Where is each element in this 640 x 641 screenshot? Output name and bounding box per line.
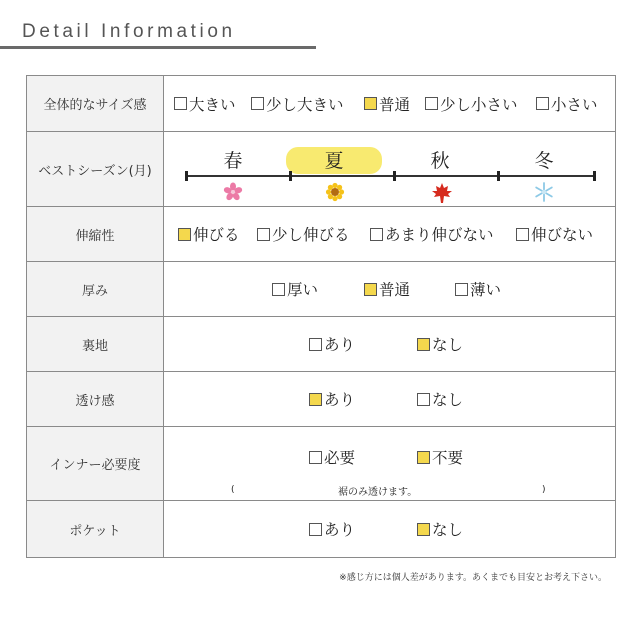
option-ari <box>309 333 355 355</box>
header-title: Detail Information <box>22 21 236 42</box>
sunflower-icon <box>325 182 345 202</box>
season-tick <box>593 171 596 181</box>
option-nashi <box>417 388 463 410</box>
season-winter: 冬 <box>534 150 554 172</box>
checkbox <box>257 228 270 241</box>
checkbox-checked <box>309 393 322 406</box>
row-label: 厚み <box>27 262 164 316</box>
checkbox-checked <box>417 338 430 351</box>
row-label: ベストシーズン(月) <box>27 132 164 206</box>
option-label: あり <box>324 336 356 354</box>
option-label: 少し小さい <box>440 95 518 114</box>
row-thickness <box>27 262 615 317</box>
option-label: 伸びない <box>531 226 594 244</box>
option-nashi <box>417 333 463 355</box>
option-sukoshi-nobiru <box>257 223 350 245</box>
option-label: なし <box>432 336 464 354</box>
header-underline <box>0 46 316 49</box>
checkbox <box>370 228 383 241</box>
row-label: 裏地 <box>27 317 164 371</box>
row-pocket <box>27 501 615 557</box>
option-nobiru <box>178 223 240 245</box>
option-ari <box>309 518 355 540</box>
checkbox-checked <box>364 283 377 296</box>
note-close-paren: ) <box>542 485 546 495</box>
season-tick <box>393 171 396 181</box>
row-label: ポケット <box>27 501 164 557</box>
option-label: 大きい <box>189 95 236 114</box>
checkbox <box>309 338 322 351</box>
detail-table <box>26 75 616 558</box>
season-tick <box>497 171 500 181</box>
row-label: 透け感 <box>27 372 164 426</box>
row-label: 全体的なサイズ感 <box>27 76 164 131</box>
checkbox <box>251 97 264 110</box>
row-label: 伸縮性 <box>27 207 164 261</box>
option-ookii <box>174 93 236 115</box>
option-nashi <box>417 518 463 540</box>
sakura-icon <box>223 182 243 202</box>
row-label: インナー必要度 <box>27 427 164 500</box>
option-chiisai <box>536 93 598 115</box>
season-autumn: 秋 <box>430 150 450 172</box>
footnote: ※感じ方には個人差があります。あくまでも目安とお考え下さい。 <box>339 573 607 583</box>
season-tick <box>185 171 188 181</box>
row-sheerness <box>27 372 615 427</box>
row-overall-size <box>27 76 615 132</box>
option-label: なし <box>432 391 464 409</box>
checkbox <box>455 283 468 296</box>
option-ari <box>309 388 355 410</box>
option-label: 必要 <box>324 449 356 467</box>
row-options <box>164 207 615 261</box>
row-options <box>164 317 615 371</box>
row-options <box>164 76 615 131</box>
season-timeline <box>164 132 615 206</box>
checkbox <box>536 97 549 110</box>
season-spring: 春 <box>223 150 243 172</box>
checkbox-checked <box>417 523 430 536</box>
option-hitsuyou <box>309 446 355 468</box>
row-lining <box>27 317 615 372</box>
checkbox <box>417 393 430 406</box>
option-label: 普通 <box>379 95 411 114</box>
option-nobinai <box>516 223 593 245</box>
option-label: 少し伸びる <box>272 226 350 244</box>
row-options <box>164 501 615 557</box>
row-best-season <box>27 132 615 207</box>
option-atsui <box>272 278 318 300</box>
season-tick <box>289 171 292 181</box>
row-stretch <box>27 207 615 262</box>
option-label: 普通 <box>379 281 411 299</box>
option-usui <box>455 278 501 300</box>
option-fuyou <box>417 446 463 468</box>
season-axis <box>185 175 595 177</box>
row-inner-necessity <box>27 427 615 501</box>
option-label: 小さい <box>551 95 598 114</box>
checkbox-checked <box>364 97 377 110</box>
checkbox <box>425 97 438 110</box>
checkbox <box>174 97 187 110</box>
row-options <box>164 427 615 500</box>
option-label: 不要 <box>432 449 464 467</box>
option-label: 伸びる <box>193 226 240 244</box>
option-label: あり <box>324 391 356 409</box>
option-sukoshi-ookii <box>251 93 344 115</box>
row-options <box>164 262 615 316</box>
checkbox-checked <box>417 451 430 464</box>
checkbox <box>272 283 285 296</box>
option-label: あり <box>324 521 356 539</box>
checkbox <box>309 451 322 464</box>
option-label: あまり伸びない <box>385 226 494 244</box>
season-summer-selected: 夏 <box>304 146 364 173</box>
checkbox <box>516 228 529 241</box>
option-label: なし <box>432 521 464 539</box>
checkbox <box>309 523 322 536</box>
maple-leaf-icon <box>431 182 453 204</box>
option-label: 薄い <box>470 281 502 299</box>
note-text: 裾のみ透けます。 <box>338 487 418 498</box>
note-open-paren: ( <box>231 485 235 495</box>
option-futsuu <box>364 93 410 115</box>
option-label: 少し大きい <box>266 95 344 114</box>
row-options <box>164 372 615 426</box>
checkbox-checked <box>178 228 191 241</box>
snowflake-icon <box>534 182 554 202</box>
option-label: 厚い <box>287 281 319 299</box>
option-sukoshi-chiisai <box>425 93 518 115</box>
option-amari-nobinai <box>370 223 494 245</box>
option-futsuu <box>364 278 410 300</box>
